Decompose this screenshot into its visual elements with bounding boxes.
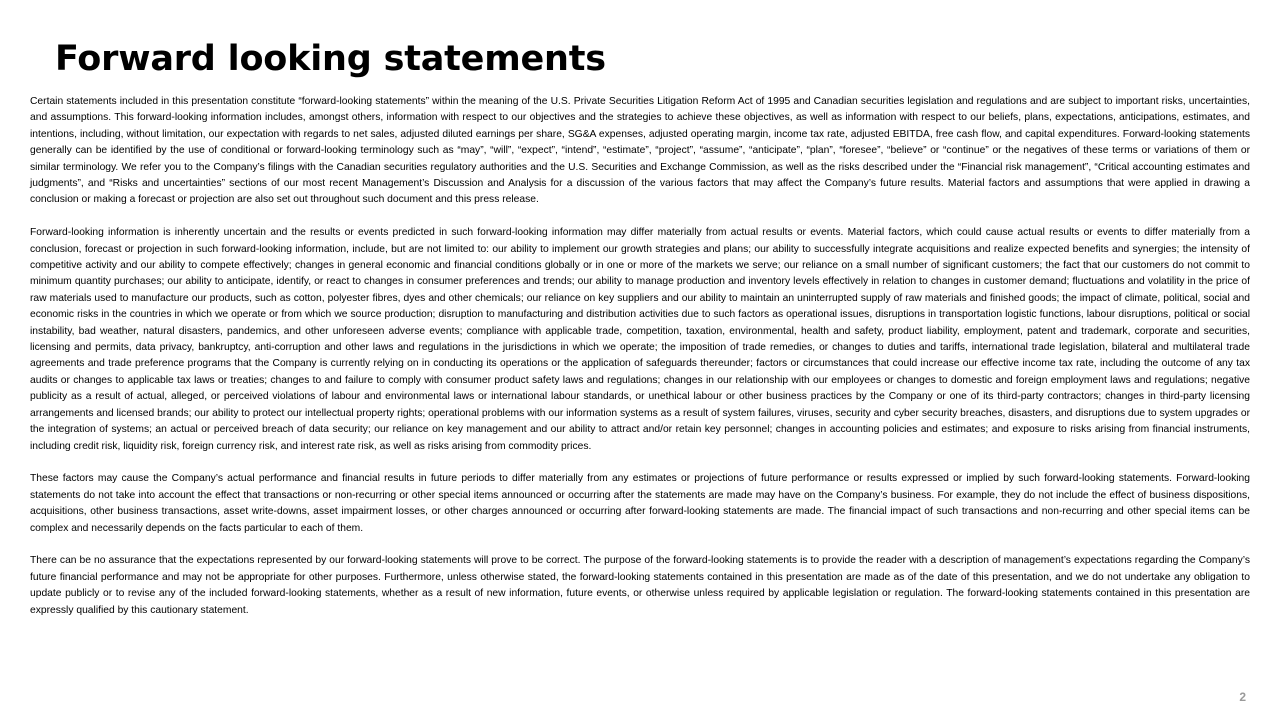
page-number: 2 bbox=[1239, 690, 1246, 704]
paragraph-risk-factors: Forward-looking information is inherently uncertain and the results or events predicted in such forward-looking information may differ materially from actual results or events. Material factors, which could cause actual results or events to differ materially from a conclusion, forecast or projection in such forward-looking information, include, but are not limited to: our ability to implement our growth strategies and plans; our ability to successfully integrate acquisitions and realize expected benefits and synergies; the intensity of competitive activity and our ability to compete effectively; changes in general economic and financial conditions globally or in one or more of the markets we serve; our reliance on a small number of significant customers; the fact that our customers do not commit to minimum quantity purchases; our ability to anticipate, identify, or react to changes in consumer preferences and trends; our ability to manage production and inventory levels effectively in relation to changes in customer demand; fluctuations and volatility in the price of raw materials used to manufacture our products, such as cotton, polyester fibres, dyes and other chemicals; our reliance on key suppliers and our ability to maintain an uninterrupted supply of raw materials and finished goods; the impact of climate, political, social and economic risks in the countries in which we operate or from which we source production; disruption to manufacturing and distribution activities due to such factors as operational issues, disruptions in transportation logistic functions, labour disruptions, political or social instability, bad weather, natural disasters, pandemics, and other unforeseen adverse events; compliance with applicable trade, competition, taxation, environmental, health and safety, product liability, employment, patent and trademark, corporate and securities, licensing and permits, data privacy, bankruptcy, anti-corruption and other laws and regulations in the jurisdictions in which we operate; the imposition of trade remedies, or changes to duties and tariffs, international trade legislation, bilateral and multilateral trade agreements and trade preference programs that the Company is currently relying on in conducting its operations or the application of safeguards thereunder; factors or circumstances that could increase our effective income tax rate, including the outcome of any tax audits or changes to applicable tax laws or treaties; changes to and failure to comply with consumer product safety laws and regulations; changes in our relationship with our employees or changes to domestic and foreign employment laws and regulations; negative publicity as a result of actual, alleged, or perceived violations of labour and environmental laws or international labour standards, or unethical labour or other business practices by the Company or one of its third-party contractors; changes in third-party licensing arrangements and licensed brands; our ability to protect our intellectual property rights; operational problems with our information systems as a result of system failures, viruses, security and cyber security breaches, disasters, and disruptions due to system upgrades or the integration of systems; an actual or perceived breach of data security; our reliance on key management and our ability to attract and/or retain key personnel; changes in accounting policies and estimates; and exposure to risks arising from financial instruments, including credit risk, liquidity risk, foreign currency risk, and interest rate risk, as well as risks arising from commodity prices. bbox=[30, 227, 1250, 452]
paragraph-forward-looking-definition: Certain statements included in this presentation constitute “forward-looking statements” within the meaning of the U.S. Private Securities Litigation Reform Act of 1995 and Canadian securities legislation and regulations and are subject to important risks, uncertainties, and assumptions. This forward-looking information includes, amongst others, information with respect to our objectives and the strategies to achieve these objectives, as well as information with respect to our beliefs, plans, expectations, anticipations, estimates, and intentions, including, without limitation, our expectation with regards to net sales, adjusted diluted earnings per share, SG&A expenses, adjusted operating margin, income tax rate, adjusted EBITDA, free cash flow, and capital expenditures. Forward-looking statements generally can be identified by the use of conditional or forward-looking terminology such as “may”, “will”, “expect”, “intend”, “estimate”, “project”, “assume”, “anticipate”, “plan”, “foresee”, “believe” or “continue” or the negatives of these terms or variations of them or similar terminology. We refer you to the Company’s filings with the Canadian securities regulatory authorities and the U.S. Securities and Exchange Commission, as well as the risks described under the “Financial risk management”, “Critical accounting estimates and judgments”, and “Risks and uncertainties” sections of our most recent Management’s Discussion and Analysis for a discussion of the various factors that may affect the Company’s future results. Material factors and assumptions that were applied in drawing a conclusion or making a forecast or projection are also set out throughout such document and this press release. bbox=[30, 96, 1250, 206]
paragraph-performance-impact: These factors may cause the Company’s actual performance and financial results in future periods to differ materially from any estimates or projections of future performance or results expressed or implied by such forward-looking statements. Forward-looking statements do not take into account the effect that transactions or non-recurring or other special items announced or occurring after the statements are made may have on the Company’s business. For example, they do not include the effect of business dispositions, acquisitions, other business transactions, asset write-downs, asset impairment losses, or other charges announced or occurring after forward-looking statements are made. The financial impact of such transactions and non-recurring and other special items can be complex and necessarily depends on the facts particular to each of them. bbox=[30, 473, 1250, 534]
disclaimer-body bbox=[30, 94, 1250, 619]
page-title: Forward looking statements bbox=[55, 39, 606, 79]
paragraph-no-assurance: There can be no assurance that the expectations represented by our forward-looking statements will prove to be correct. The purpose of the forward-looking statements is to provide the reader with a description of management’s expectations regarding the Company’s future financial performance and may not be appropriate for other purposes. Furthermore, unless otherwise stated, the forward-looking statements contained in this presentation are made as of the date of this presentation, and we do not undertake any obligation to update publicly or to revise any of the included forward-looking statements, whether as a result of new information, future events, or otherwise unless required by applicable legislation or regulation. The forward-looking statements contained in this presentation are expressly qualified by this cautionary statement. bbox=[30, 555, 1250, 616]
